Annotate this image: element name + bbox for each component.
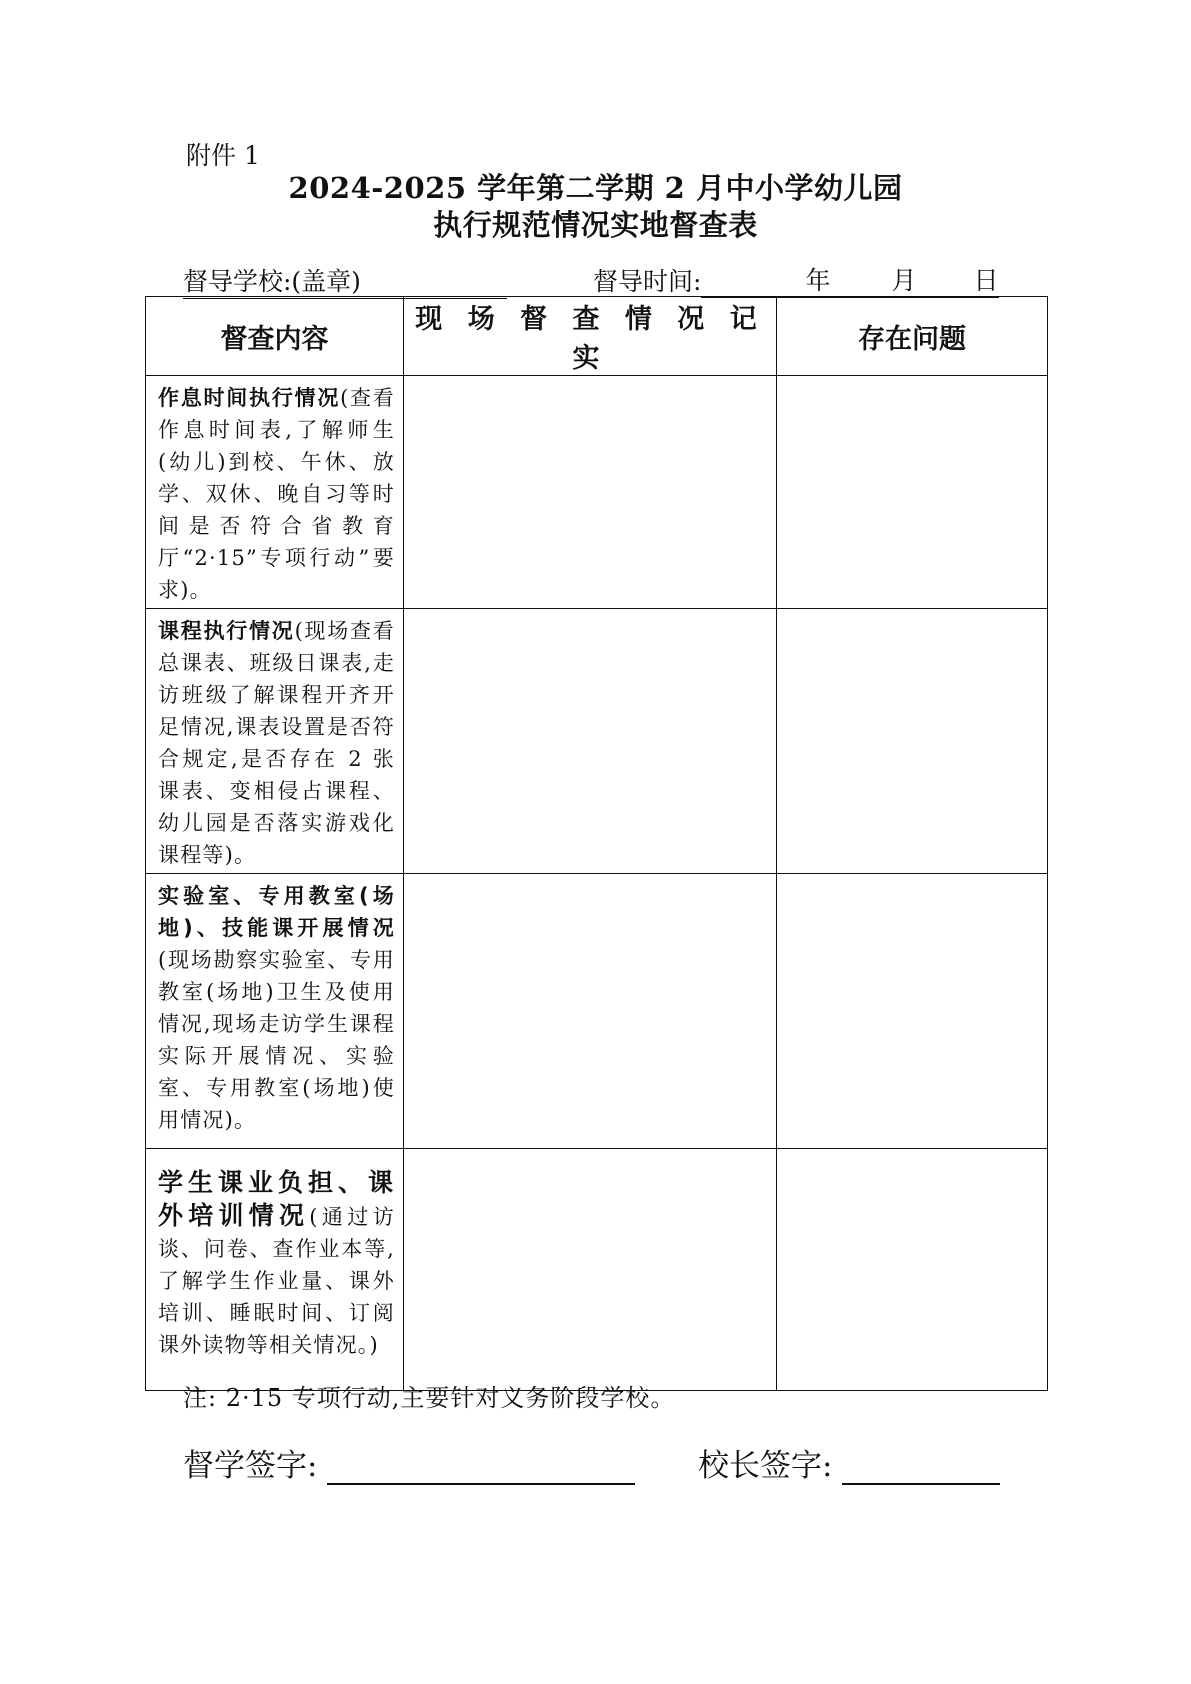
content-cell (146, 609, 404, 874)
item-description: (现场勘察实验室、专用教室(场地)卫生及使用情况,现场走访学生课程实际开展情况、实验室、专用教室(场地)使用情况)。 (158, 948, 395, 1132)
table-row (146, 609, 1048, 874)
content-cell (146, 1149, 404, 1391)
time-field (593, 262, 999, 298)
header-record: 现 场 督 查 情 况 记实 (404, 297, 777, 376)
school-label: 督导学校:(盖章) (183, 262, 361, 299)
principal-signature-label: 校长签字: (698, 1448, 833, 1484)
issue-cell[interactable] (777, 1149, 1048, 1391)
item-description: (现场查看总课表、班级日课表,走访班级了解课程开齐开足情况,课表设置是否符合规定,是否存在 2 张课表、变相侵占课程、幼儿园是否落实游戏化课程等)。 (158, 619, 395, 867)
attachment-label: 附件 1 (186, 141, 260, 170)
header-content: 督查内容 (146, 297, 404, 376)
inspector-signature-label: 督学签字: (183, 1448, 318, 1484)
document-title-line2: 执行规范情况实地督查表 (433, 208, 758, 242)
issue-cell[interactable] (777, 874, 1048, 1149)
month-label: 月 (891, 266, 917, 295)
school-blank-line[interactable] (361, 272, 507, 299)
table-row (146, 376, 1048, 609)
inspector-signature-line[interactable] (327, 1447, 635, 1485)
issue-cell[interactable] (777, 376, 1048, 609)
record-cell[interactable] (404, 1149, 777, 1391)
item-description: (查看作息时间表,了解师生(幼儿)到校、午休、放学、双休、晚自习等时间是否符合省教育厅“2·15”专项行动”要求)。 (158, 386, 395, 602)
school-field (183, 262, 507, 299)
time-label: 督导时间: (593, 267, 702, 296)
record-cell[interactable] (404, 376, 777, 609)
content-cell (146, 874, 404, 1149)
item-description: (通过访谈、问卷、查作业本等,了解学生作业量、课外培训、睡眠时间、订阅课外读物等相关情况。) (158, 1205, 395, 1357)
date-blank-line[interactable] (701, 267, 999, 298)
issue-cell[interactable] (777, 609, 1048, 874)
record-cell[interactable] (404, 874, 777, 1149)
day-label: 日 (973, 266, 999, 295)
table-row (146, 1149, 1048, 1391)
footnote: 注: 2·15 专项行动,主要针对义务阶段学校。 (183, 1384, 676, 1412)
item-title: 课程执行情况 (158, 619, 295, 643)
item-title: 学生课业负担、课外培训情况 (158, 1168, 395, 1230)
header-issues: 存在问题 (777, 297, 1048, 376)
item-title: 作息时间执行情况 (158, 386, 341, 410)
inspector-signature (183, 1440, 635, 1485)
content-cell (146, 376, 404, 609)
principal-signature (698, 1440, 1000, 1485)
table-header-row (146, 297, 1048, 376)
year-label: 年 (805, 266, 831, 295)
principal-signature-line[interactable] (842, 1447, 1000, 1485)
table-row (146, 874, 1048, 1149)
inspection-table (145, 296, 1048, 1391)
record-cell[interactable] (404, 609, 777, 874)
item-title: 实验室、专用教室(场地)、技能课开展情况 (158, 884, 395, 940)
document-title-line1: 2024-2025 学年第二学期 2 月中小学幼儿园 (288, 171, 903, 205)
